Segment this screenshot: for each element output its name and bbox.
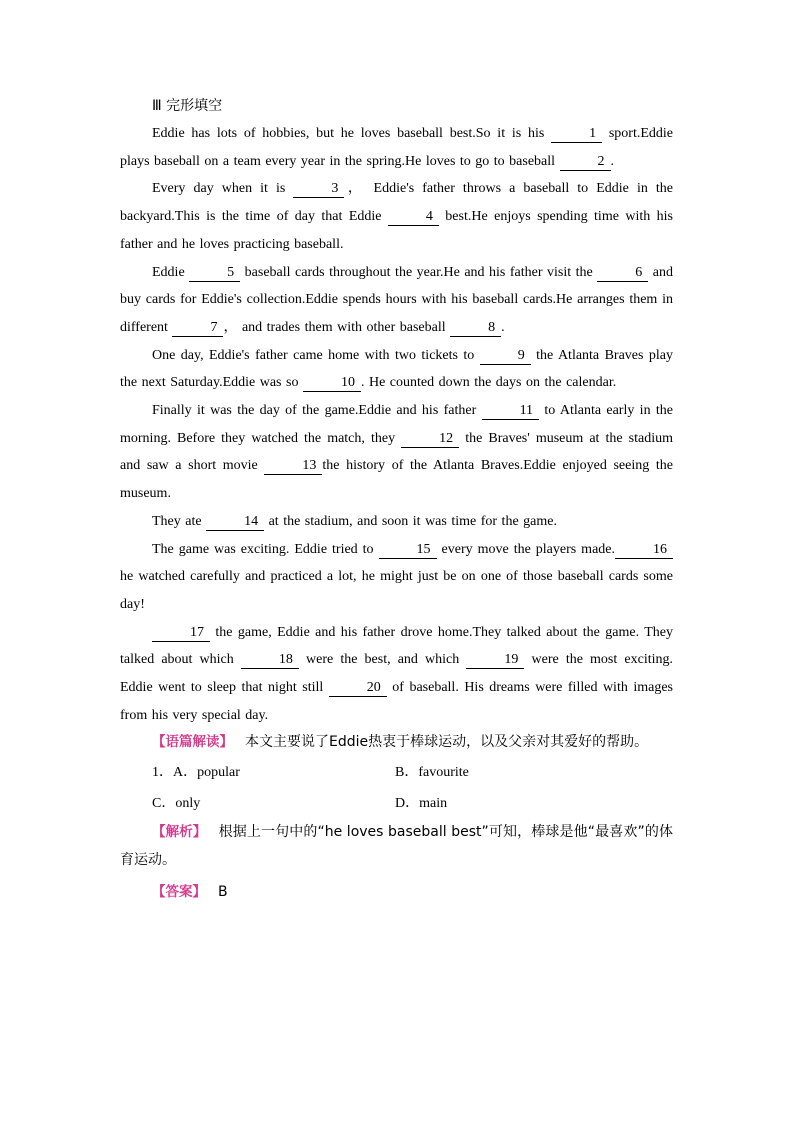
blank-14: 14 [206, 513, 264, 531]
passage-text: of baseball. His dreams were filled with images from his very special day. [120, 680, 673, 723]
blank-15: 15 [379, 541, 437, 559]
option-b [395, 757, 638, 788]
passage-paragraph-8 [120, 619, 673, 730]
passage-text: Eddie has lots of hobbies, but he loves baseball best.So it is his [152, 126, 552, 141]
passage-text: Eddie [152, 264, 190, 280]
passage-text: Finally it was the day of the game.Eddie and his father [152, 403, 482, 419]
passage-paragraph-6 [120, 508, 673, 536]
blank-13: 13 [264, 457, 322, 475]
options-row-1 [152, 757, 673, 788]
passage-text: the game, Eddie and his father drove home.They talked about the game. They talked about which [120, 624, 673, 668]
option-letter: D． [395, 796, 420, 812]
passage-paragraph-5 [120, 397, 673, 508]
passage-text: sport.Eddie plays baseball on a team every year in the spring.He loves to go to baseball [120, 126, 674, 169]
passage-text: One day, Eddie's father came home with two tickets to [152, 347, 480, 363]
passage-text: ， and trades them with other baseball [223, 319, 451, 335]
option-text: favourite [418, 765, 469, 781]
passage-text: ， Eddie's father throws a baseball to Eddie in the backyard.This is the time of day that Eddie [120, 181, 673, 225]
passage-text: They ate [152, 513, 207, 529]
passage-text: best.He enjoys spending time with his father and he loves practicing baseball. [120, 209, 673, 252]
blank-9: 9 [480, 347, 531, 365]
passage-paragraph-7 [120, 536, 673, 619]
passage-text: Every day when it is [152, 181, 294, 197]
passage-paragraph-1 [120, 120, 673, 175]
passage-text: were the best, and which [298, 652, 467, 668]
passage-paragraph-4 [120, 342, 673, 397]
blank-20: 20 [329, 679, 387, 697]
blank-4: 4 [388, 208, 439, 226]
option-c [152, 788, 395, 819]
passage-text: were the most exciting. Eddie went to sleep that night still [120, 652, 673, 696]
explanation [120, 819, 673, 874]
passage-analysis [120, 729, 673, 757]
blank-17: 17 [152, 624, 210, 642]
blank-16: 16 [615, 541, 673, 559]
passage-paragraph-3 [120, 259, 673, 342]
passage-text: the Braves' museum at the stadium and saw a short movie [120, 430, 673, 474]
blank-5: 5 [189, 264, 240, 282]
option-text: only [175, 796, 201, 812]
blank-3: 3 [293, 180, 344, 198]
section-title: Ⅲ 完形填空 [152, 98, 223, 114]
explanation-text: 根据上一句中的“he loves baseball best”可知，棒球是他“最喜欢”的体育运动。 [120, 824, 673, 868]
analysis-tag: 【语篇解读】 [152, 734, 233, 751]
passage-text: every move the players made. [436, 541, 616, 557]
blank-1: 1 [551, 125, 602, 143]
passage-text: The game was exciting. Eddie tried to [152, 541, 379, 557]
answer-text: B [218, 883, 228, 900]
passage-text: the Atlanta Braves play the next Saturday.Eddie was so [120, 347, 673, 391]
blank-6: 6 [597, 264, 648, 282]
passage-text: baseball cards throughout the year.He and his father visit the [240, 264, 598, 280]
document-page [120, 92, 673, 906]
passage-text: . [610, 153, 615, 169]
option-text: main [419, 796, 448, 812]
option-d [395, 788, 638, 819]
explanation-tag: 【解析】 [152, 824, 207, 841]
question-options [152, 757, 673, 819]
answer-tag: 【答案】 [152, 883, 206, 900]
passage-text: he watched carefully and practiced a lot, he might just be on one of those baseball cards some day! [120, 569, 673, 612]
passage-text: to Atlanta early in the morning. Before they watched the match, they [120, 403, 673, 446]
option-a [152, 757, 395, 788]
question-number: 1． [152, 765, 173, 781]
passage-text: . [501, 319, 505, 335]
blank-12: 12 [401, 430, 459, 448]
passage-paragraph-2 [120, 175, 673, 258]
blank-8: 8 [450, 319, 501, 337]
analysis-text: 本文主要说了Eddie热衷于棒球运动，以及父亲对其爱好的帮助。 [245, 734, 649, 751]
blank-10: 10 [303, 374, 361, 392]
passage-text: . He counted down the days on the calendar. [360, 375, 617, 391]
passage-text: the history of the Atlanta Braves.Eddie enjoyed seeing the museum. [120, 458, 673, 502]
passage-text: and buy cards for Eddie's collection.Eddie spends hours with his baseball cards.He arranges them in different [120, 264, 674, 335]
option-letter: A． [173, 765, 198, 781]
answer [120, 879, 673, 907]
blank-19: 19 [466, 651, 524, 669]
option-text: popular [197, 765, 240, 781]
blank-18: 18 [241, 651, 299, 669]
blank-7: 7 [172, 319, 223, 337]
passage-text: at the stadium, and soon it was time for the game. [264, 513, 557, 529]
blank-11: 11 [482, 402, 539, 420]
option-letter: B． [395, 765, 419, 781]
blank-2: 2 [560, 153, 611, 171]
options-row-2 [152, 788, 673, 819]
option-letter: C． [152, 796, 176, 812]
